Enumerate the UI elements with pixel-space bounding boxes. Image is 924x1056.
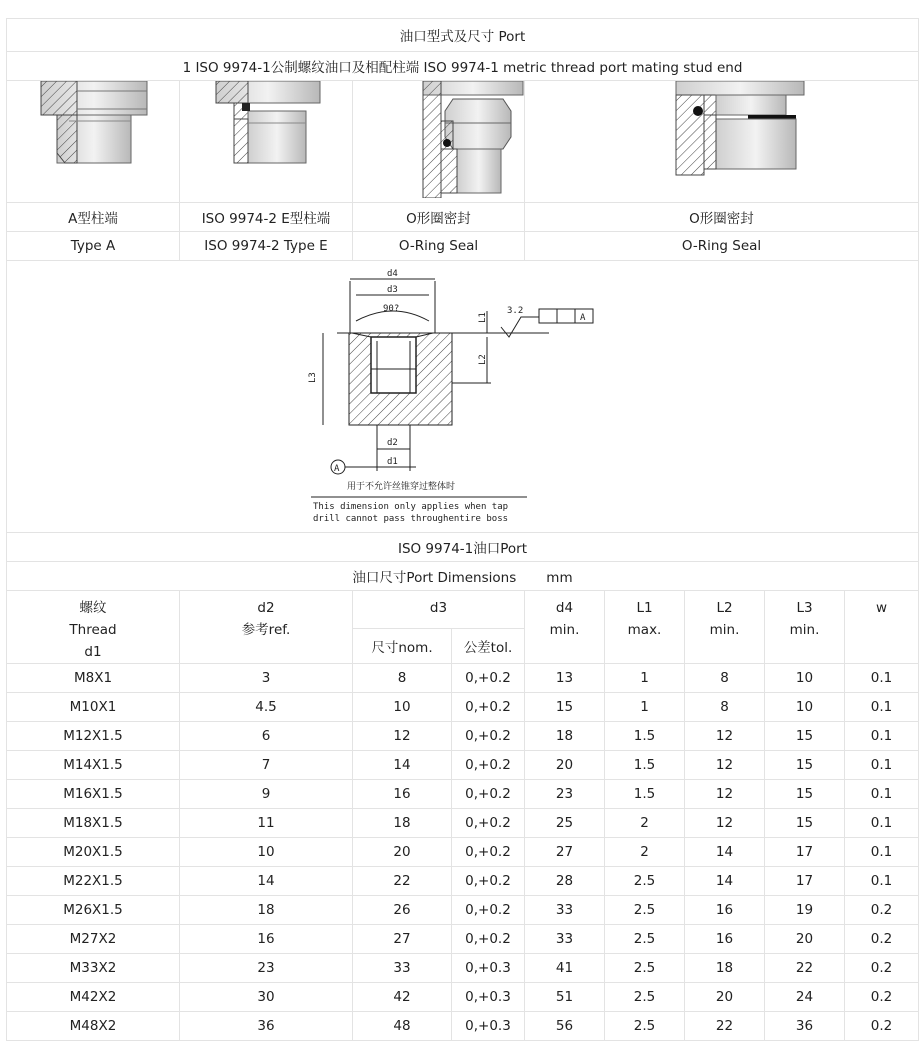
table-cell: 14 [353,751,452,780]
table-cell: 1.5 [605,722,685,751]
table-cell: 18 [525,722,605,751]
table-cell: 2.5 [605,925,685,954]
table-cell: 14 [685,838,765,867]
dim-d3-label: d3 [387,285,398,295]
table-cell: 0,+0.2 [452,896,525,925]
table-cell: 1.5 [605,780,685,809]
table-cell: 2.5 [605,867,685,896]
table-cell: 16 [180,925,353,954]
table-cell: 6 [180,722,353,751]
o-ring-seal-1-en: O-Ring Seal [353,232,525,261]
table-row [7,838,919,867]
table-cell: 8 [353,664,452,693]
table-cell: 16 [685,896,765,925]
table-cell: 56 [525,1012,605,1041]
stud-type-a-image [7,81,180,203]
table-cell: 0.1 [845,838,919,867]
table-cell: 0.2 [845,983,919,1012]
stud-type-e-cn: ISO 9974-2 E型柱端 [180,203,353,232]
table-cell: 17 [765,867,845,896]
table-cell: 22 [765,954,845,983]
note-en-2: drill cannot pass throughentire boss [313,514,509,524]
stud-type-a-en: Type A [7,232,180,261]
table-cell: 42 [353,983,452,1012]
table-cell: M26X1.5 [7,896,180,925]
table-cell: 10 [353,693,452,722]
o-ring-seal-2-en: O-Ring Seal [525,232,919,261]
table-cell: 3 [180,664,353,693]
table-cell: 1 [605,693,685,722]
table-row [7,664,919,693]
datum-label: A [334,464,340,474]
col-d3-tol: 公差tol. [452,628,525,664]
col-d4: d4 min. [525,591,605,664]
table-cell: 33 [353,954,452,983]
table-row [7,983,919,1012]
table-cell: 0.1 [845,751,919,780]
table-cell: 0.1 [845,867,919,896]
table-cell: 0,+0.2 [452,925,525,954]
table-cell: M20X1.5 [7,838,180,867]
table-cell: 4.5 [180,693,353,722]
table-cell: 23 [180,954,353,983]
o-ring-seal-2-cn: O形圈密封 [525,203,919,232]
table-cell: 0.1 [845,693,919,722]
table-cell: 33 [525,925,605,954]
port-table [6,18,919,1041]
table-cell: M48X2 [7,1012,180,1041]
table-cell: 27 [353,925,452,954]
table-row [7,925,919,954]
table-cell: 0.1 [845,809,919,838]
table-cell: 0,+0.2 [452,722,525,751]
col-thread: 螺纹 Thread d1 [7,591,180,664]
table-cell: 0,+0.2 [452,780,525,809]
o-ring-seal-image-2 [525,81,919,203]
table-cell: 2.5 [605,954,685,983]
table-cell: 0,+0.2 [452,693,525,722]
table-cell: 0,+0.3 [452,983,525,1012]
table-cell: M33X2 [7,954,180,983]
table-cell: 0.1 [845,722,919,751]
table-row [7,1012,919,1041]
stud-type-a-cn: A型柱端 [7,203,180,232]
table-cell: 27 [525,838,605,867]
table-cell: 24 [765,983,845,1012]
note-cn: 用于不允许丝锥穿过整体时 [347,482,456,492]
datum-ref-label: A [580,313,586,323]
table-row [7,809,919,838]
table-cell: 14 [180,867,353,896]
table-cell: M14X1.5 [7,751,180,780]
table-cell: M27X2 [7,925,180,954]
table-cell: 22 [685,1012,765,1041]
table-row [7,780,919,809]
table-cell: 48 [353,1012,452,1041]
table-cell: 15 [765,722,845,751]
table-cell: 2.5 [605,1012,685,1041]
table-cell: 0,+0.3 [452,1012,525,1041]
table-cell: 18 [685,954,765,983]
table-cell: 12 [685,751,765,780]
note-en-1: This dimension only applies when tap [313,502,509,512]
col-d3-nom: 尺寸nom. [353,628,452,664]
dim-d2-label: d2 [387,438,398,448]
table-cell: 8 [685,664,765,693]
table-cell: 15 [765,780,845,809]
dim-d4-label: d4 [387,269,398,279]
table-cell: M42X2 [7,983,180,1012]
table-cell: 8 [685,693,765,722]
table-cell: 7 [180,751,353,780]
table-cell: 18 [353,809,452,838]
table-cell: 15 [525,693,605,722]
table-cell: 9 [180,780,353,809]
table-cell: 51 [525,983,605,1012]
table-cell: 0.2 [845,954,919,983]
table-cell: 0,+0.2 [452,867,525,896]
port-subtitle: 1 ISO 9974-1公制螺纹油口及相配柱端 ISO 9974-1 metric thread port mating stud end [7,52,919,81]
table-cell: 12 [685,722,765,751]
col-d2: d2 参考ref. [180,591,353,664]
table-cell: 0,+0.2 [452,664,525,693]
table-cell: 10 [765,664,845,693]
table-cell: 22 [353,867,452,896]
table-cell: M16X1.5 [7,780,180,809]
dim-l3-label: L3 [308,372,318,383]
table-cell: 25 [525,809,605,838]
table-cell: 30 [180,983,353,1012]
table-cell: 0.1 [845,664,919,693]
dim-l2-label: L2 [478,354,488,365]
o-ring-seal-image-1 [353,81,525,203]
table-cell: 2 [605,809,685,838]
table-cell: 2.5 [605,896,685,925]
table-cell: 20 [685,983,765,1012]
table-cell: 0,+0.3 [452,954,525,983]
stud-type-e-image [180,81,353,203]
table-cell: 0.1 [845,780,919,809]
table-cell: M12X1.5 [7,722,180,751]
table-row [7,693,919,722]
col-w: w [845,591,919,664]
table-cell: 15 [765,809,845,838]
table-cell: 18 [180,896,353,925]
table-row [7,722,919,751]
table-cell: 11 [180,809,353,838]
table-row [7,896,919,925]
section-title: ISO 9974-1油口Port [7,533,919,562]
col-d3: d3 [353,591,525,629]
table-cell: 36 [180,1012,353,1041]
table-cell: 41 [525,954,605,983]
dim-l1-label: L1 [478,312,488,323]
col-l3: L3 min. [765,591,845,664]
o-ring-seal-1-cn: O形圈密封 [353,203,525,232]
table-row [7,954,919,983]
table-cell: 0,+0.2 [452,838,525,867]
col-l1: L1 max. [605,591,685,664]
table-cell: 0.2 [845,925,919,954]
table-row [7,867,919,896]
table-cell: 13 [525,664,605,693]
table-cell: 33 [525,896,605,925]
table-cell: M18X1.5 [7,809,180,838]
table-cell: 2 [605,838,685,867]
table-cell: 16 [685,925,765,954]
table-cell: 0.2 [845,1012,919,1041]
table-cell: 26 [353,896,452,925]
dim-angle-label: 90? [383,304,400,314]
dim-d1-label: d1 [387,457,398,467]
table-cell: 0,+0.2 [452,751,525,780]
table-cell: 23 [525,780,605,809]
table-cell: 20 [353,838,452,867]
table-cell: M22X1.5 [7,867,180,896]
table-cell: 10 [180,838,353,867]
table-row [7,751,919,780]
table-cell: 12 [685,780,765,809]
table-cell: 20 [765,925,845,954]
stud-type-e-en: ISO 9974-2 Type E [180,232,353,261]
table-cell: 14 [685,867,765,896]
port-dimension-drawing [7,261,919,533]
table-cell: M8X1 [7,664,180,693]
table-cell: 0.2 [845,896,919,925]
table-cell: 1 [605,664,685,693]
col-l2: L2 min. [685,591,765,664]
table-cell: M10X1 [7,693,180,722]
table-cell: 12 [685,809,765,838]
roughness-label: 3.2 [507,306,524,316]
table-cell: 20 [525,751,605,780]
table-cell: 17 [765,838,845,867]
dims-title: 油口尺寸Port Dimensions mm [7,562,919,591]
table-cell: 12 [353,722,452,751]
table-cell: 15 [765,751,845,780]
table-cell: 0,+0.2 [452,809,525,838]
table-cell: 2.5 [605,983,685,1012]
table-cell: 16 [353,780,452,809]
table-cell: 1.5 [605,751,685,780]
table-cell: 28 [525,867,605,896]
table-cell: 19 [765,896,845,925]
page-title: 油口型式及尺寸 Port [7,19,919,52]
table-cell: 10 [765,693,845,722]
table-cell: 36 [765,1012,845,1041]
